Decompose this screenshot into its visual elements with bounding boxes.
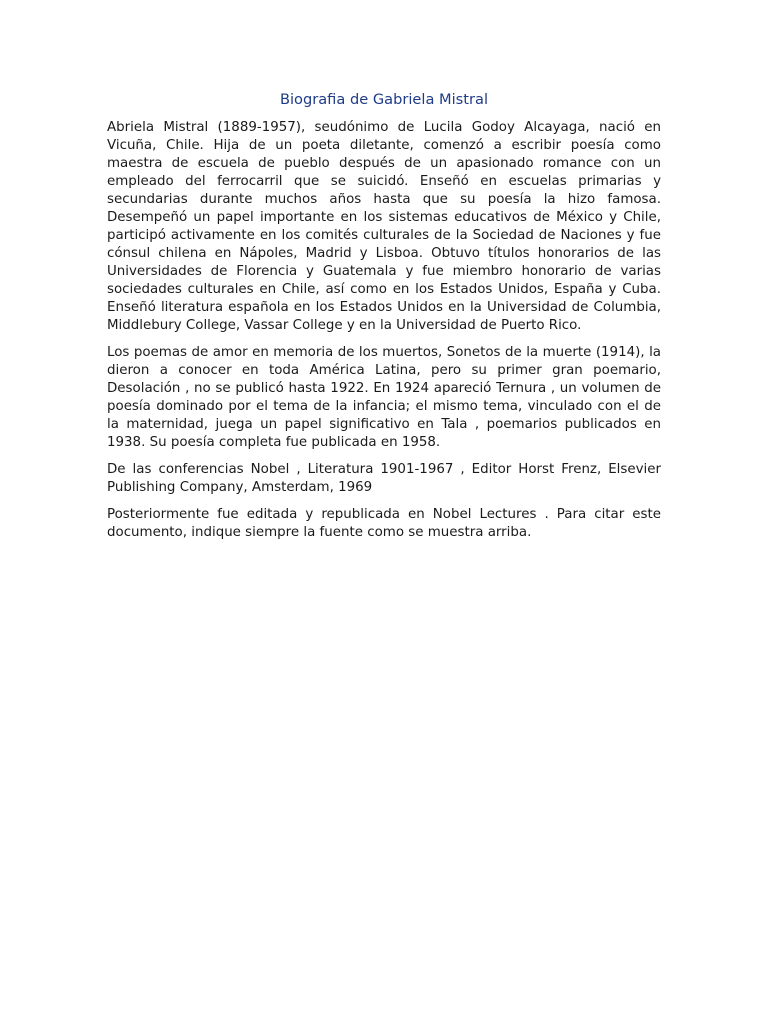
paragraph-poetry: Los poemas de amor en memoria de los muertos, Sonetos de la muerte (1914), la dieron a conocer en toda América Latina, pero su primer gran poemario, Desolación , no se publicó hasta 1922. En 1924 apareció Ternura , un volumen de poesía dominado por el tema de la infancia; el mismo tema, vinculado con el de la maternidad, juega un papel significativo en Tala , poemarios publicados en 1938. Su poesía completa fue publicada en 1958. bbox=[107, 345, 661, 450]
document-title: Biografia de Gabriela Mistral bbox=[279, 91, 488, 108]
paragraph-biography: Abriela Mistral (1889-1957), seudónimo de Lucila Godoy Alcayaga, nació en Vicuña, Chile. Hija de un poeta diletante, comenzó a escribir poesía como maestra de escuela de pueblo después de un apasionado romance con un empleado del ferrocarril que se suicidó. Enseñó en escuelas primarias y secundarias durante muchos años hasta que su poesía la hizo famosa. Desempeñó un papel importante en los sistemas educativos de México y Chile, participó activamente en los comités culturales de la Sociedad de Naciones y fue cónsul chilena en Nápoles, Madrid y Lisboa. Obtuvo títulos honorarios de las Universidades de Florencia y Guatemala y fue miembro honorario de varias sociedades culturales en Chile, así como en los Estados Unidos, España y Cuba. Enseñó literatura española en los Estados Unidos en la Universidad de Columbia, Middlebury College, Vassar College y en la Universidad de Puerto Rico. bbox=[107, 120, 661, 333]
document-body bbox=[107, 90, 661, 551]
paragraph-source: De las conferencias Nobel , Literatura 1901-1967 , Editor Horst Frenz, Elsevier Publishing Company, Amsterdam, 1969 bbox=[107, 462, 661, 495]
paragraph-citation-note: Posteriormente fue editada y republicada en Nobel Lectures . Para citar este documento, indique siempre la fuente como se muestra arriba. bbox=[107, 507, 661, 540]
